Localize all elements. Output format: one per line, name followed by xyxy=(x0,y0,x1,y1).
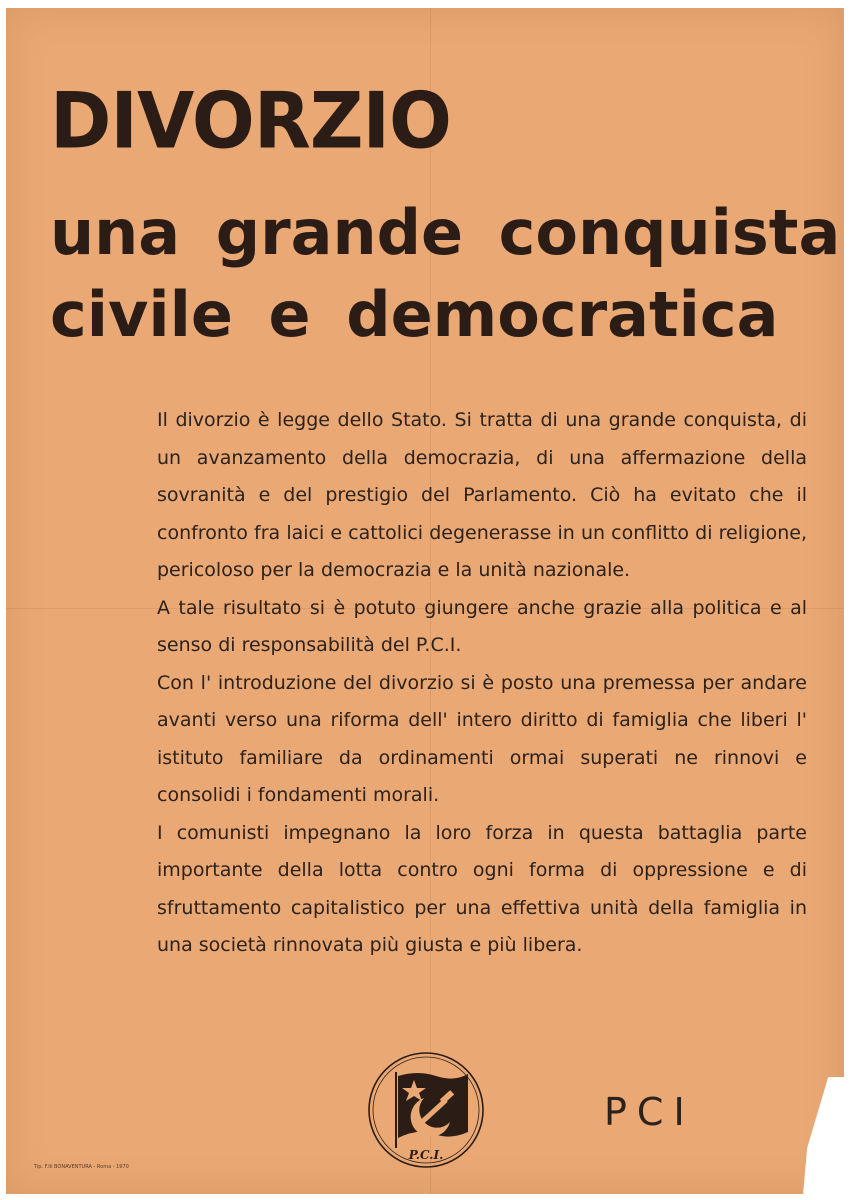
torn-corner xyxy=(803,1077,845,1195)
headline-subtitle-line1: una grande conquista xyxy=(50,196,841,269)
body-paragraph: Con l' introduzione del divorzio si è posto una premessa per andare avanti verso una riforma dell' intero diritto di famiglia che liberi l' istituto familiare da ordinamenti ormai superati ne rinnovi e consolidi i fondamenti morali. xyxy=(157,671,807,806)
logo-label: P.C.I. xyxy=(408,1148,444,1162)
party-signature: PCI xyxy=(604,1090,695,1134)
body-text xyxy=(157,402,807,965)
body-paragraph: I comunisti impegnano la loro forza in questa battaglia parte importante della lotta contro ogni forma di oppressione e di sfruttamento capitalistico per una effettiva unità della famiglia in una società rinnovata più giusta e più libera. xyxy=(157,821,807,956)
poster xyxy=(6,8,844,1194)
body-paragraph: A tale risultato si è potuto giungere anche grazie alla politica e al senso di responsabilità del P.C.I. xyxy=(157,596,807,656)
printer-note: Tip. F.lli BONAVENTURA - Roma - 1970 xyxy=(34,1164,129,1170)
pci-hammer-sickle-flag-icon xyxy=(366,1050,486,1170)
body-paragraph: Il divorzio è legge dello Stato. Si tratta di una grande conquista, di un avanzamento della democrazia, di una affermazione della sovranità e del prestigio del Parlamento. Ciò ha evitato che il confronto fra laici e cattolici degenerasse in un conflitto di religione, pericoloso per la democrazia e la unità nazionale. xyxy=(157,409,807,581)
headline-title: DIVORZIO xyxy=(50,76,451,167)
headline-subtitle-line2: civile e democratica xyxy=(50,278,779,351)
